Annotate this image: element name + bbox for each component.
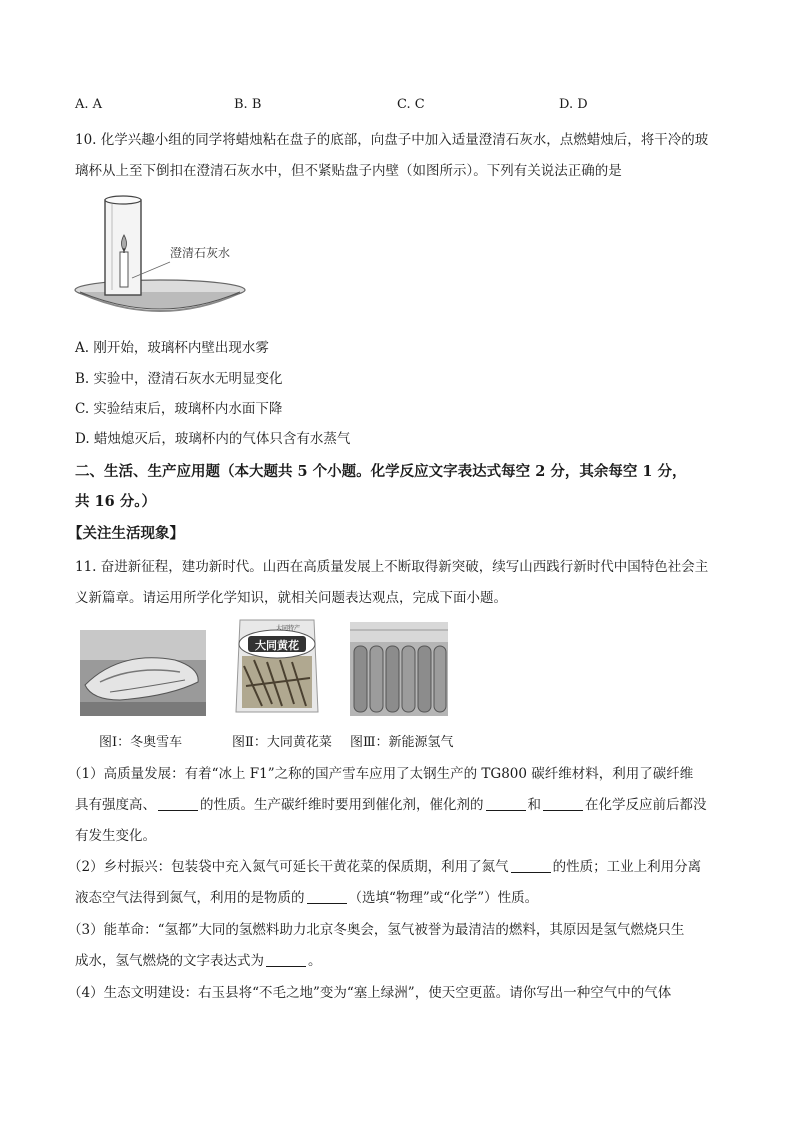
q9-option-a: A. A — [75, 97, 103, 112]
bobsled-photo — [80, 630, 206, 716]
q11-part1-line1: （1）高质量发展：有着“冰上 F1”之称的国产雪车应用了太钢生产的 TG800 碳纤维材料，利用了碳纤维 — [68, 766, 694, 782]
answer-blank-4[interactable] — [511, 858, 551, 873]
section2-heading-line1: 二、生活、生产应用题（本大题共 5 个小题。化学反应文字表达式每空 2 分，其余每空 1 分， — [75, 463, 687, 480]
q11-part2-text-b: 的性质；工业上利用分离 — [552, 859, 702, 875]
hydrogen-cylinders-photo — [350, 622, 448, 716]
q11-part3-text-b: 。 — [308, 953, 322, 969]
q11-part1-text-c: 和 — [527, 797, 541, 813]
q11-part2-text-c: 液态空气法得到氮气，利用的是物质的 — [75, 890, 305, 906]
package-brand-text: 大同黄花 — [255, 639, 299, 652]
q11-part1-text-d: 在化学反应前后都没 — [585, 797, 707, 813]
q11-part1-text-a: 具有强度高、 — [75, 797, 156, 813]
answer-blank-1[interactable] — [158, 796, 198, 811]
q10-option-d: D. 蜡烛熄灭后，玻璃杯内的气体只含有水蒸气 — [75, 431, 351, 447]
q9-option-b: B. B — [234, 97, 262, 112]
q11-stem-line1: 11. 奋进新征程，建功新时代。山西在高质量发展上不断取得新突破，续写山西践行新时代中国特色社会主 — [75, 559, 709, 575]
q11-part2-text-d: （选填“物理”或“化学”）性质。 — [348, 890, 539, 906]
q11-part3-line2 — [75, 951, 322, 971]
caption-figure-2: 图Ⅱ：大同黄花菜 — [232, 735, 332, 750]
q9-option-d: D. D — [559, 97, 588, 112]
q11-part4-line1: （4）生态文明建设：右玉县将“不毛之地”变为“塞上绿洲”，使天空更蓝。请你写出一种空气中的气体 — [68, 985, 672, 1001]
caption-figure-3: 图Ⅲ：新能源氢气 — [350, 735, 454, 750]
q10-option-a: A. 刚开始，玻璃杯内壁出现水雾 — [75, 340, 269, 356]
q11-part2-line1 — [68, 857, 701, 877]
q9-options — [0, 97, 794, 117]
q11-part2-text-a: （2）乡村振兴：包装袋中充入氮气可延长干黄花菜的保质期，利用了氮气 — [68, 859, 509, 875]
caption-figure-1: 图Ⅰ：冬奥雪车 — [99, 735, 183, 750]
q10-option-c: C. 实验结束后，玻璃杯内水面下降 — [75, 401, 283, 417]
package-top-text: 大同特产 — [275, 625, 301, 632]
candle-experiment-figure — [70, 190, 250, 325]
q11-part2-line2 — [75, 888, 538, 908]
daylily-package-photo — [232, 616, 322, 716]
section2-heading-line2: 共 16 分。） — [75, 493, 157, 510]
answer-blank-6[interactable] — [266, 952, 306, 967]
answer-blank-2[interactable] — [486, 796, 526, 811]
answer-blank-3[interactable] — [543, 796, 583, 811]
q9-option-c: C. C — [397, 97, 425, 112]
q11-part1-text-b: 的性质。生产碳纤维时要用到催化剂，催化剂的 — [200, 797, 484, 813]
q11-part1-line2 — [75, 795, 707, 815]
q10-stem-line2: 璃杯从上至下倒扣在澄清石灰水中，但不紧贴盘子内壁（如图所示）。下列有关说法正确的是 — [75, 163, 622, 179]
q10-option-b: B. 实验中，澄清石灰水无明显变化 — [75, 371, 283, 387]
section2-subheading: 【关注生活现象】 — [68, 525, 184, 542]
limewater-label: 澄清石灰水 — [170, 246, 231, 260]
q11-stem-line2: 义新篇章。请运用所学化学知识，就相关问题表达观点，完成下面小题。 — [75, 590, 507, 606]
q11-part3-line1: （3）能革命：“氢都”大同的氢燃料助力北京冬奥会，氢气被誉为最清洁的燃料，其原因是氢气燃烧只生 — [68, 922, 685, 938]
q11-part3-text-a: 成水，氢气燃烧的文字表达式为 — [75, 953, 264, 969]
q10-stem-line1: 10. 化学兴趣小组的同学将蜡烛粘在盘子的底部，向盘子中加入适量澄清石灰水，点燃蜡烛后，将干冷的玻 — [75, 132, 709, 148]
q11-part1-line3: 有发生变化。 — [75, 828, 156, 844]
answer-blank-5[interactable] — [307, 889, 347, 904]
